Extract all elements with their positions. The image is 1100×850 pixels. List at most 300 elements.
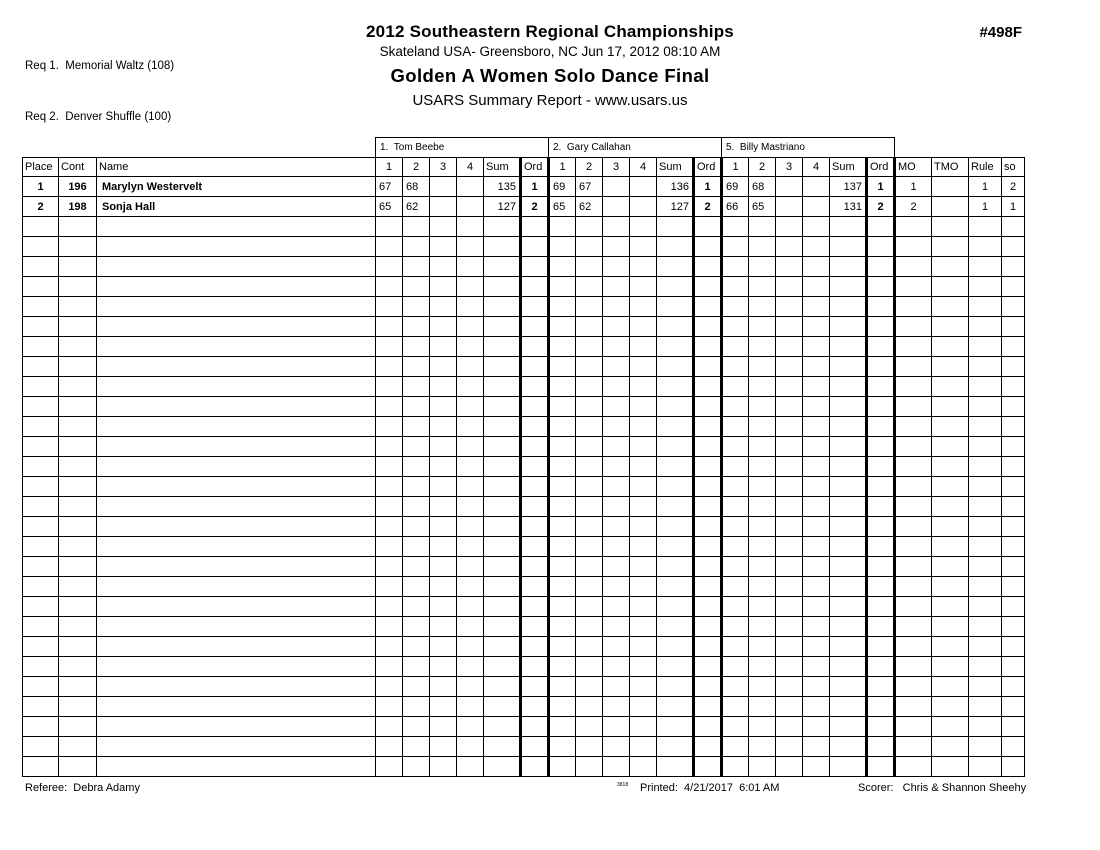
rule-cell: [969, 397, 1002, 417]
judge-score-cell: [430, 477, 457, 497]
judge-score-cell: [549, 297, 576, 317]
judge-sum-cell: 136: [657, 177, 694, 197]
judge-sum-cell: [484, 577, 521, 597]
name-cell: [97, 317, 376, 337]
judge-score-cell: [549, 637, 576, 657]
judge-score-cell: [430, 457, 457, 477]
col-score-header: 3: [430, 158, 457, 177]
judge-sum-cell: [830, 397, 867, 417]
judge-score-cell: [430, 197, 457, 217]
judge-score-cell: [576, 577, 603, 597]
judge-score-cell: [630, 537, 657, 557]
judge-ord-cell: [521, 297, 549, 317]
judge-score-cell: [749, 597, 776, 617]
judge-ord-cell: [694, 297, 722, 317]
judge-sum-cell: [830, 617, 867, 637]
judge-score-cell: [576, 557, 603, 577]
judge-sum-cell: [484, 277, 521, 297]
judge-sum-cell: 127: [484, 197, 521, 217]
judge-2-header: 2. Gary Callahan: [549, 138, 722, 158]
judge-ord-cell: [694, 697, 722, 717]
judge-score-cell: [803, 177, 830, 197]
judge-score-cell: [403, 477, 430, 497]
judge-score-cell: [803, 657, 830, 677]
judge-sum-cell: [484, 537, 521, 557]
name-cell: Sonja Hall: [97, 197, 376, 217]
judge-score-cell: [722, 517, 749, 537]
cont-cell: [59, 597, 97, 617]
so-cell: [1002, 357, 1025, 377]
judge-score-cell: [749, 297, 776, 317]
col-tmo-header: TMO: [932, 158, 969, 177]
rule-cell: [969, 357, 1002, 377]
judge-sum-cell: [484, 317, 521, 337]
judge-sum-cell: [484, 377, 521, 397]
tmo-cell: [932, 757, 969, 777]
judge-score-cell: [749, 457, 776, 477]
judge-score-cell: [803, 357, 830, 377]
cont-cell: 196: [59, 177, 97, 197]
judge-sum-cell: 137: [830, 177, 867, 197]
judge-sum-cell: [830, 377, 867, 397]
req-line-2: Req 2. Denver Shuffle (100): [25, 111, 172, 123]
judge-ord-cell: [694, 477, 722, 497]
judge-score-cell: [549, 697, 576, 717]
so-cell: [1002, 717, 1025, 737]
col-score-header: 2: [749, 158, 776, 177]
rule-cell: [969, 457, 1002, 477]
judge-ord-cell: [867, 357, 895, 377]
tmo-cell: [932, 497, 969, 517]
judge-score-cell: [457, 537, 484, 557]
judge-score-cell: [803, 677, 830, 697]
judge-header-spacer-right: [895, 138, 1025, 158]
judge-score-cell: [376, 217, 403, 237]
judge-sum-cell: [657, 437, 694, 457]
place-cell: [23, 637, 59, 657]
judge-sum-cell: [657, 497, 694, 517]
judge-score-cell: [576, 697, 603, 717]
judge-score-cell: 66: [722, 197, 749, 217]
judge-score-cell: [403, 517, 430, 537]
judge-score-cell: [722, 317, 749, 337]
judge-score-cell: [749, 397, 776, 417]
judge-score-cell: [403, 637, 430, 657]
judge-score-cell: [776, 637, 803, 657]
judge-score-cell: [576, 657, 603, 677]
col-score-header: 4: [630, 158, 657, 177]
result-row: [23, 177, 1025, 197]
empty-row: [23, 657, 1025, 677]
judge-ord-cell: [694, 217, 722, 237]
judge-score-cell: [722, 577, 749, 597]
mo-cell: [895, 657, 932, 677]
cont-cell: [59, 497, 97, 517]
name-cell: [97, 437, 376, 457]
judge-score-cell: [776, 177, 803, 197]
judge-score-cell: [603, 577, 630, 597]
judge-score-cell: [430, 397, 457, 417]
so-cell: [1002, 537, 1025, 557]
judge-score-cell: [803, 537, 830, 557]
col-rule-header: Rule: [969, 158, 1002, 177]
judge-score-cell: [549, 617, 576, 637]
judge-score-cell: [430, 237, 457, 257]
col-score-header: 4: [803, 158, 830, 177]
judge-score-cell: 62: [576, 197, 603, 217]
judge-score-cell: [457, 417, 484, 437]
judge-score-cell: [549, 277, 576, 297]
col-score-header: 1: [549, 158, 576, 177]
judge-score-cell: [630, 677, 657, 697]
judge-score-cell: [403, 557, 430, 577]
judge-score-cell: [803, 517, 830, 537]
tmo-cell: [932, 577, 969, 597]
cont-cell: [59, 357, 97, 377]
mo-cell: [895, 737, 932, 757]
judge-score-cell: [376, 237, 403, 257]
judge-score-cell: [749, 497, 776, 517]
judge-score-cell: [403, 757, 430, 777]
judge-score-cell: [576, 477, 603, 497]
judge-score-cell: [549, 537, 576, 557]
judge-score-cell: [603, 277, 630, 297]
judge-score-cell: [722, 477, 749, 497]
judge-score-cell: [403, 497, 430, 517]
mo-cell: [895, 357, 932, 377]
name-cell: [97, 457, 376, 477]
mo-cell: [895, 397, 932, 417]
mo-cell: [895, 537, 932, 557]
mo-cell: [895, 577, 932, 597]
judge-score-cell: [549, 437, 576, 457]
rule-cell: [969, 677, 1002, 697]
judge-sum-cell: [657, 237, 694, 257]
judge-score-cell: [376, 317, 403, 337]
judge-score-cell: [376, 257, 403, 277]
judge-score-cell: [776, 577, 803, 597]
cont-cell: [59, 637, 97, 657]
empty-row: [23, 477, 1025, 497]
judge-sum-cell: [657, 637, 694, 657]
place-cell: [23, 537, 59, 557]
judge-score-cell: [803, 577, 830, 597]
judge-score-cell: [803, 457, 830, 477]
empty-row: [23, 237, 1025, 257]
judge-score-cell: [457, 757, 484, 777]
judge-score-cell: [776, 617, 803, 637]
judge-score-cell: [722, 717, 749, 737]
judge-sum-cell: [657, 337, 694, 357]
rule-cell: [969, 257, 1002, 277]
judge-sum-cell: [484, 657, 521, 677]
judge-ord-cell: [867, 657, 895, 677]
col-so-header: so: [1002, 158, 1025, 177]
judge-score-cell: [803, 217, 830, 237]
judge-score-cell: [376, 757, 403, 777]
judge-score-cell: [749, 757, 776, 777]
judge-ord-cell: [867, 557, 895, 577]
place-cell: [23, 617, 59, 637]
tmo-cell: [932, 377, 969, 397]
judge-sum-cell: [830, 697, 867, 717]
judge-score-cell: [576, 237, 603, 257]
judge-ord-cell: [867, 337, 895, 357]
empty-row: [23, 497, 1025, 517]
scorer-line: Scorer: Chris & Shannon Sheehy: [858, 782, 1027, 794]
judge-score-cell: [549, 737, 576, 757]
judge-score-cell: [430, 337, 457, 357]
judge-score-cell: [776, 497, 803, 517]
rule-cell: [969, 737, 1002, 757]
judge-sum-cell: [484, 677, 521, 697]
cont-cell: [59, 377, 97, 397]
judge-score-cell: [722, 417, 749, 437]
judge-score-cell: [430, 357, 457, 377]
place-cell: 2: [23, 197, 59, 217]
col-ord-header: Ord: [867, 158, 895, 177]
judge-score-cell: [457, 577, 484, 597]
judge-score-cell: [776, 537, 803, 557]
so-cell: [1002, 557, 1025, 577]
judge-score-cell: [549, 717, 576, 737]
judge-score-cell: [430, 437, 457, 457]
name-cell: [97, 517, 376, 537]
name-cell: [97, 677, 376, 697]
judge-score-cell: [776, 737, 803, 757]
judge-score-cell: 69: [549, 177, 576, 197]
judge-score-cell: 68: [403, 177, 430, 197]
judge-score-cell: [803, 437, 830, 457]
empty-row: [23, 757, 1025, 777]
judge-score-cell: [776, 457, 803, 477]
cont-cell: [59, 737, 97, 757]
judge-score-cell: [576, 377, 603, 397]
judge-score-cell: [457, 297, 484, 317]
judge-sum-cell: [484, 697, 521, 717]
judge-score-cell: [722, 597, 749, 617]
judge-score-cell: [776, 697, 803, 717]
judge-score-cell: [630, 697, 657, 717]
judge-sum-cell: [830, 417, 867, 437]
cont-cell: [59, 477, 97, 497]
judge-ord-cell: [521, 597, 549, 617]
empty-row: [23, 537, 1025, 557]
place-cell: [23, 597, 59, 617]
judge-score-cell: [803, 637, 830, 657]
judge-score-cell: [403, 397, 430, 417]
judge-sum-cell: [657, 277, 694, 297]
judge-score-cell: [776, 357, 803, 377]
judge-score-cell: 67: [576, 177, 603, 197]
cont-cell: [59, 557, 97, 577]
place-cell: [23, 317, 59, 337]
tmo-cell: [932, 277, 969, 297]
empty-row: [23, 337, 1025, 357]
judge-score-cell: [576, 217, 603, 237]
judge-score-cell: [457, 677, 484, 697]
judge-sum-cell: [484, 337, 521, 357]
col-ord-header: Ord: [521, 158, 549, 177]
judge-ord-cell: [867, 257, 895, 277]
form-number: 3818: [617, 782, 629, 788]
judge-score-cell: [403, 597, 430, 617]
judge-score-cell: [549, 457, 576, 477]
judge-ord-cell: [867, 577, 895, 597]
judge-score-cell: [403, 717, 430, 737]
judge-score-cell: [749, 577, 776, 597]
judge-sum-cell: 131: [830, 197, 867, 217]
empty-row: [23, 517, 1025, 537]
judge-score-cell: [603, 177, 630, 197]
judge-score-cell: [457, 657, 484, 677]
so-cell: 1: [1002, 197, 1025, 217]
judge-score-cell: [722, 637, 749, 657]
empty-row: [23, 697, 1025, 717]
judge-score-cell: [603, 377, 630, 397]
judge-ord-cell: [867, 697, 895, 717]
judge-ord-cell: [521, 457, 549, 477]
judge-score-cell: [722, 657, 749, 677]
name-cell: [97, 697, 376, 717]
so-cell: [1002, 217, 1025, 237]
judge-score-cell: [376, 437, 403, 457]
mo-cell: 1: [895, 177, 932, 197]
judge-score-cell: [630, 357, 657, 377]
judge-score-cell: [603, 597, 630, 617]
judge-score-cell: [630, 337, 657, 357]
place-cell: [23, 557, 59, 577]
name-cell: [97, 337, 376, 357]
judge-ord-cell: [694, 397, 722, 417]
cont-cell: [59, 657, 97, 677]
judge-score-cell: [776, 757, 803, 777]
judge-ord-cell: 2: [521, 197, 549, 217]
judge-3-header: 5. Billy Mastriano: [722, 138, 895, 158]
judge-sum-cell: [657, 757, 694, 777]
judge-score-cell: [603, 637, 630, 657]
col-score-header: 3: [776, 158, 803, 177]
event-number: #498F: [979, 24, 1022, 41]
judge-score-cell: [803, 377, 830, 397]
judge-ord-cell: [521, 237, 549, 257]
place-cell: [23, 377, 59, 397]
judge-sum-cell: [830, 677, 867, 697]
name-cell: [97, 717, 376, 737]
mo-cell: [895, 457, 932, 477]
empty-row: [23, 717, 1025, 737]
judge-score-cell: [549, 517, 576, 537]
judge-score-cell: [630, 217, 657, 237]
so-cell: [1002, 377, 1025, 397]
tmo-cell: [932, 337, 969, 357]
judge-sum-cell: [484, 637, 521, 657]
so-cell: [1002, 437, 1025, 457]
tmo-cell: [932, 237, 969, 257]
cont-cell: [59, 317, 97, 337]
judge-sum-cell: [830, 477, 867, 497]
judge-score-cell: [630, 317, 657, 337]
judge-score-cell: [549, 477, 576, 497]
judge-score-cell: [603, 517, 630, 537]
mo-cell: [895, 437, 932, 457]
judge-score-cell: [457, 337, 484, 357]
cont-cell: [59, 617, 97, 637]
judge-score-cell: [749, 377, 776, 397]
judge-score-cell: [430, 317, 457, 337]
empty-row: [23, 557, 1025, 577]
judge-score-cell: [603, 237, 630, 257]
judge-ord-cell: [867, 597, 895, 617]
judge-score-cell: [803, 597, 830, 617]
req-line-1: Req 1. Memorial Waltz (108): [25, 60, 175, 72]
place-cell: [23, 577, 59, 597]
judge-sum-cell: [830, 257, 867, 277]
judge-score-cell: [603, 677, 630, 697]
judge-score-cell: [457, 737, 484, 757]
mo-cell: [895, 497, 932, 517]
judge-score-cell: [749, 237, 776, 257]
judge-sum-cell: [484, 557, 521, 577]
judge-ord-cell: [521, 577, 549, 597]
judge-sum-cell: [484, 297, 521, 317]
judge-score-cell: [576, 497, 603, 517]
tmo-cell: [932, 657, 969, 677]
so-cell: [1002, 597, 1025, 617]
judge-ord-cell: [694, 757, 722, 777]
place-cell: [23, 297, 59, 317]
col-sum-header: Sum: [657, 158, 694, 177]
judge-ord-cell: [867, 277, 895, 297]
so-cell: [1002, 757, 1025, 777]
judge-score-cell: [803, 557, 830, 577]
championship-title: 2012 Southeastern Regional Championships: [366, 22, 734, 41]
so-cell: [1002, 617, 1025, 637]
name-cell: [97, 397, 376, 417]
event-title: Golden A Women Solo Dance Final: [390, 65, 710, 86]
judge-score-cell: [376, 717, 403, 737]
judge-score-cell: [457, 377, 484, 397]
judge-score-cell: [576, 677, 603, 697]
mo-cell: [895, 297, 932, 317]
judge-ord-cell: [694, 537, 722, 557]
judge-sum-cell: [830, 577, 867, 597]
judge-score-cell: [776, 517, 803, 537]
mo-cell: [895, 517, 932, 537]
cont-cell: [59, 717, 97, 737]
judge-score-cell: [749, 417, 776, 437]
rule-cell: [969, 577, 1002, 597]
rule-cell: [969, 477, 1002, 497]
judge-score-cell: [549, 497, 576, 517]
judge-score-cell: [630, 577, 657, 597]
judge-score-cell: [403, 377, 430, 397]
empty-row: [23, 677, 1025, 697]
place-cell: [23, 497, 59, 517]
judge-ord-cell: [521, 677, 549, 697]
judge-score-cell: [630, 297, 657, 317]
judge-score-cell: [403, 677, 430, 697]
judge-score-cell: [403, 357, 430, 377]
mo-cell: [895, 477, 932, 497]
col-score-header: 1: [376, 158, 403, 177]
empty-row: [23, 597, 1025, 617]
judge-sum-cell: [657, 477, 694, 497]
name-cell: [97, 417, 376, 437]
empty-row: [23, 737, 1025, 757]
judge-score-cell: [430, 557, 457, 577]
judge-score-cell: [430, 637, 457, 657]
